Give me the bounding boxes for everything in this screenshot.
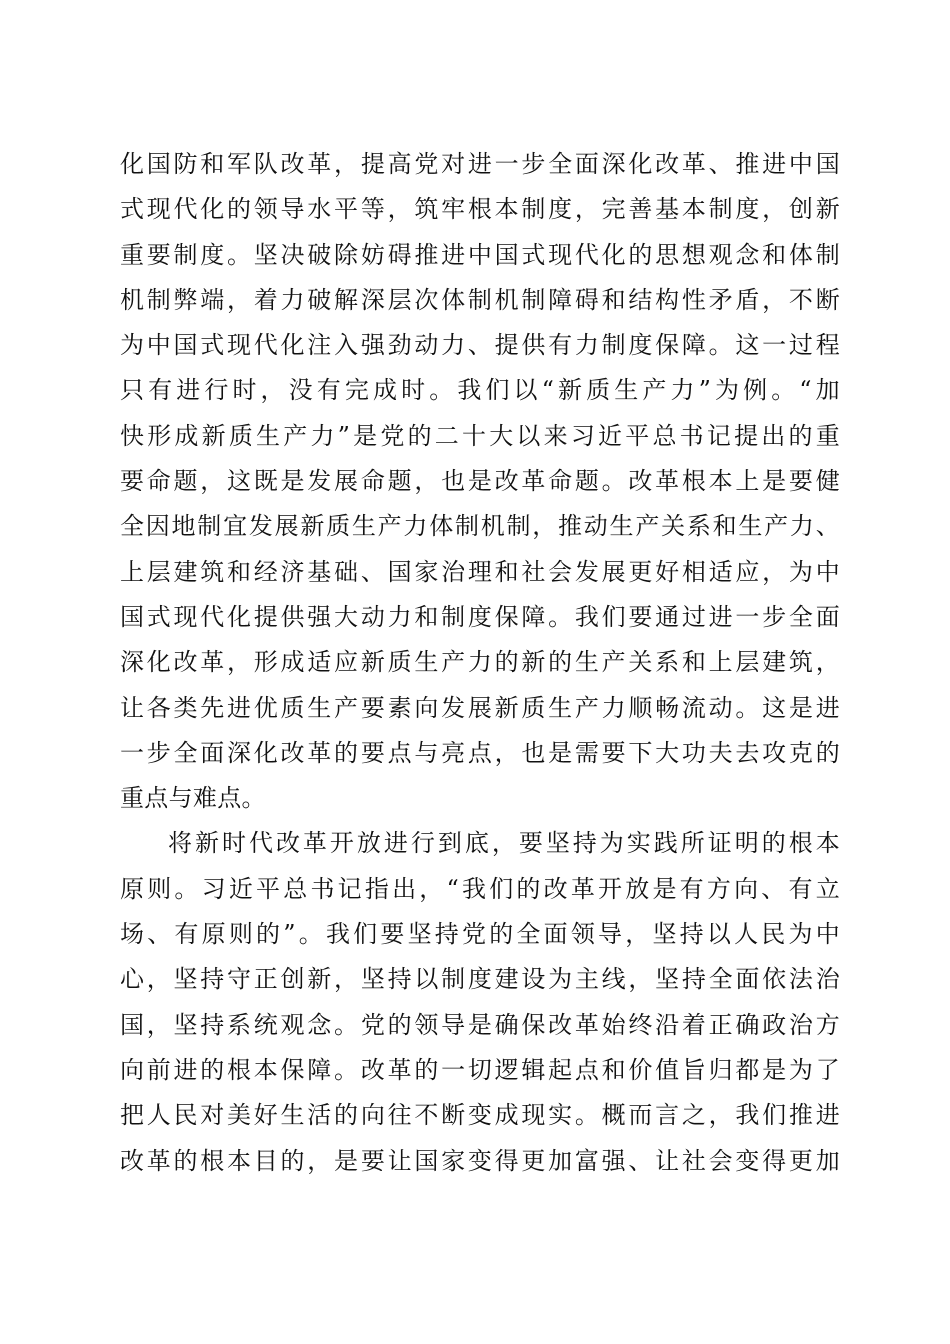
text-line-18: 场、有原则的”。我们要坚持党的全面领导，坚持以人民为中 [120, 920, 840, 949]
text-line-16: 将新时代改革开放进行到底，要坚持为实践所证明的根本 [168, 829, 840, 858]
text-line-7: 快形成新质生产力”是党的二十大以来习近平总书记提出的重 [120, 421, 840, 450]
body-text [120, 142, 840, 1184]
text-line-17: 原则。习近平总书记指出，“我们的改革开放是有方向、有立 [120, 874, 840, 903]
text-line-11: 国式现代化提供强大动力和制度保障。我们要通过进一步全面 [120, 602, 840, 631]
text-line-12: 深化改革，形成适应新质生产力的新的生产关系和上层建筑， [120, 648, 840, 677]
text-line-4: 机制弊端，着力破解深层次体制机制障碍和结构性矛盾，不断 [120, 285, 840, 314]
text-line-14: 一步全面深化改革的要点与亮点，也是需要下大功夫去攻克的 [120, 738, 840, 767]
text-line-3: 重要制度。坚决破除妨碍推进中国式现代化的思想观念和体制 [120, 240, 840, 269]
text-line-10: 上层建筑和经济基础、国家治理和社会发展更好相适应，为中 [120, 557, 840, 586]
text-line-8: 要命题，这既是发展命题，也是改革命题。改革根本上是要健 [120, 467, 840, 496]
text-line-9: 全因地制宜发展新质生产力体制机制，推动生产关系和生产力、 [120, 512, 840, 541]
text-line-5: 为中国式现代化注入强劲动力、提供有力制度保障。这一过程 [120, 331, 840, 360]
text-line-21: 向前进的根本保障。改革的一切逻辑起点和价值旨归都是为了 [120, 1055, 840, 1084]
text-line-23: 改革的根本目的，是要让国家变得更加富强、让社会变得更加 [120, 1146, 840, 1175]
text-line-6: 只有进行时，没有完成时。我们以“新质生产力”为例。“加 [120, 376, 840, 405]
text-line-15: 重点与难点。 [120, 784, 266, 813]
text-line-20: 国，坚持系统观念。党的领导是确保改革始终沿着正确政治方 [120, 1010, 840, 1039]
text-line-19: 心，坚持守正创新，坚持以制度建设为主线，坚持全面依法治 [120, 965, 840, 994]
text-line-22: 把人民对美好生活的向往不断变成现实。概而言之，我们推进 [120, 1101, 840, 1130]
text-line-2: 式现代化的领导水平等，筑牢根本制度，完善基本制度，创新 [120, 195, 840, 224]
text-line-1: 化国防和军队改革，提高党对进一步全面深化改革、推进中国 [120, 150, 840, 178]
text-line-13: 让各类先进优质生产要素向发展新质生产力顺畅流动。这是进 [120, 693, 840, 722]
